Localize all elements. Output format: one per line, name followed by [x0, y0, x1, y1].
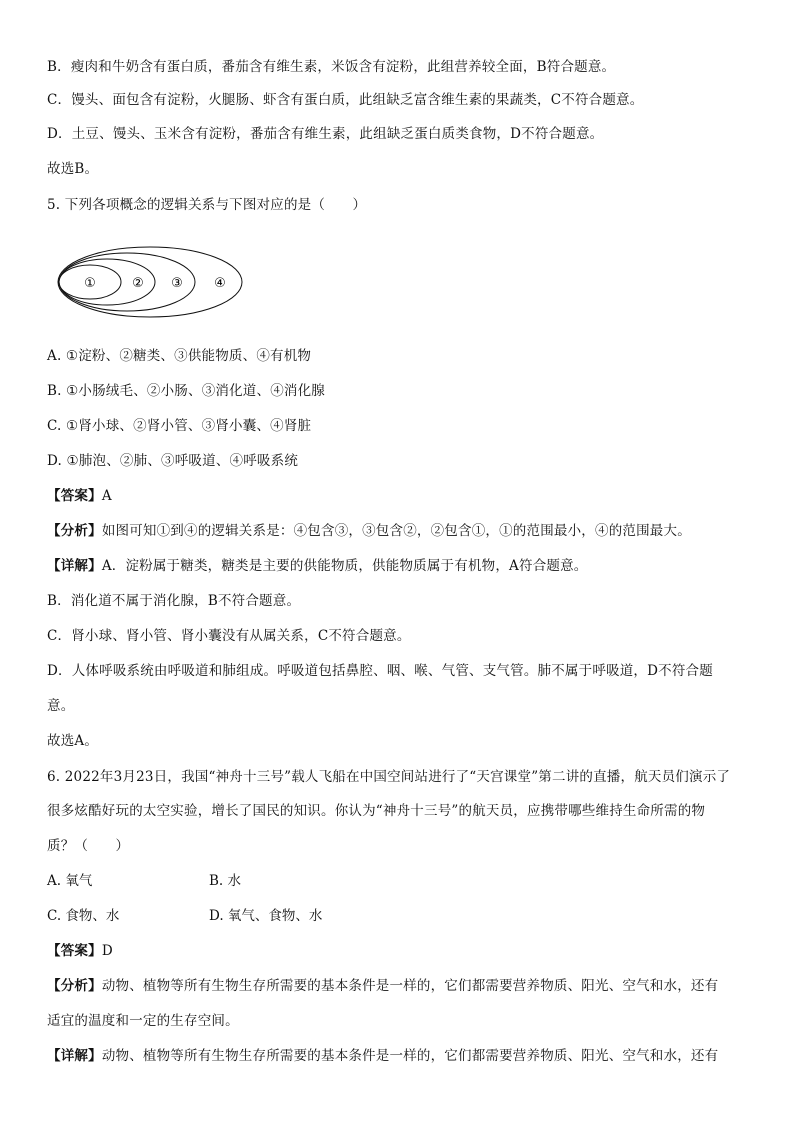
label-3: ③ [171, 276, 183, 291]
q6-stem-line-2: 很多炫酷好玩的太空实验，增长了国民的知识。你认为“神舟十三号”的航天员，应携带哪些维持生命所需的物 [47, 803, 706, 819]
q6-stem-line-1: 6. 2022年3月23日，我国“神舟十三号”载人飞船在中国空间站进行了“天宫课堂”第二讲的直播，航天员们演示了 [47, 769, 731, 785]
q5-answer [47, 486, 112, 506]
analysis-text: 动物、植物等所有生物生存所需要的基本条件是一样的，它们都需要营养物质、阳光、空气和水，还有 [101, 978, 719, 994]
q6-options-row-1 [47, 871, 241, 891]
detail-tag: 【详解】 [47, 1048, 102, 1064]
q5-detail-b: B．消化道不属于消化腺，B不符合题意。 [47, 593, 301, 609]
q5-option-d: D. ①肺泡、②肺、③呼吸道、④呼吸系统 [47, 453, 299, 469]
q6-option-d: D. 氧气、食物、水 [209, 908, 323, 924]
detail-tag: 【详解】 [47, 558, 102, 574]
q6-analysis-cont: 适宜的温度和一定的生存空间。 [47, 1013, 239, 1029]
q4-option-b-explanation: B．瘦肉和牛奶含有蛋白质，番茄含有维生素，米饭含有淀粉，此组营养较全面，B符合题意。 [47, 59, 616, 75]
q5-option-b: B. ①小肠绒毛、②小肠、③消化道、④消化腺 [47, 383, 326, 399]
q4-conclusion: 故选B。 [47, 161, 99, 177]
label-2: ② [132, 276, 144, 291]
label-1: ① [84, 276, 96, 291]
analysis-text: 如图可知①到④的逻辑关系是：④包含③，③包含②，②包含①，①的范围最小，④的范围最大。 [101, 523, 691, 539]
q4-option-d-explanation: D．土豆、馒头、玉米含有淀粉，番茄含有维生素，此组缺乏蛋白质类食物，D不符合题意。 [47, 126, 604, 142]
label-4: ④ [214, 276, 226, 291]
q6-analysis [47, 976, 718, 996]
analysis-tag: 【分析】 [47, 523, 102, 539]
q6-answer [47, 941, 113, 961]
q5-detail [47, 556, 588, 576]
q6-options-row-2 [47, 906, 322, 926]
answer-tag: 【答案】 [47, 488, 102, 504]
q5-analysis [47, 521, 691, 541]
q5-detail-d: D．人体呼吸系统由呼吸道和肺组成。呼吸道包括鼻腔、咽、喉、气管、支气管。肺不属于呼吸道，D不符合题 [47, 663, 713, 679]
q6-option-a: A. 氧气 [47, 873, 93, 889]
q5-detail-c: C．肾小球、肾小管、肾小囊没有从属关系，C不符合题意。 [47, 628, 411, 644]
analysis-tag: 【分析】 [47, 978, 102, 994]
q5-option-a: A. ①淀粉、②糖类、③供能物质、④有机物 [47, 348, 312, 364]
answer-value: D [101, 943, 113, 959]
answer-value: A [101, 488, 112, 504]
nested-ellipse-diagram [55, 244, 255, 324]
q5-option-c: C. ①肾小球、②肾小管、③肾小囊、④肾脏 [47, 418, 312, 434]
detail-text: 动物、植物等所有生物生存所需要的基本条件是一样的，它们都需要营养物质、阳光、空气和水，还有 [101, 1048, 719, 1064]
q6-option-c: C. 食物、水 [47, 908, 120, 924]
q5-conclusion: 故选A。 [47, 733, 99, 749]
detail-text: A．淀粉属于糖类，糖类是主要的供能物质，供能物质属于有机物，A符合题意。 [101, 558, 588, 574]
q5-stem: 5. 下列各项概念的逻辑关系与下图对应的是（ ） [47, 197, 367, 213]
q6-detail [47, 1046, 718, 1066]
q6-option-b: B. 水 [209, 873, 242, 889]
answer-tag: 【答案】 [47, 943, 102, 959]
q4-option-c-explanation: C．馒头、面包含有淀粉，火腿肠、虾含有蛋白质，此组缺乏富含维生素的果蔬类，C不符合题意。 [47, 92, 644, 108]
q5-detail-d-cont: 意。 [47, 698, 75, 714]
q6-stem-line-3: 质？（ ） [47, 838, 130, 854]
